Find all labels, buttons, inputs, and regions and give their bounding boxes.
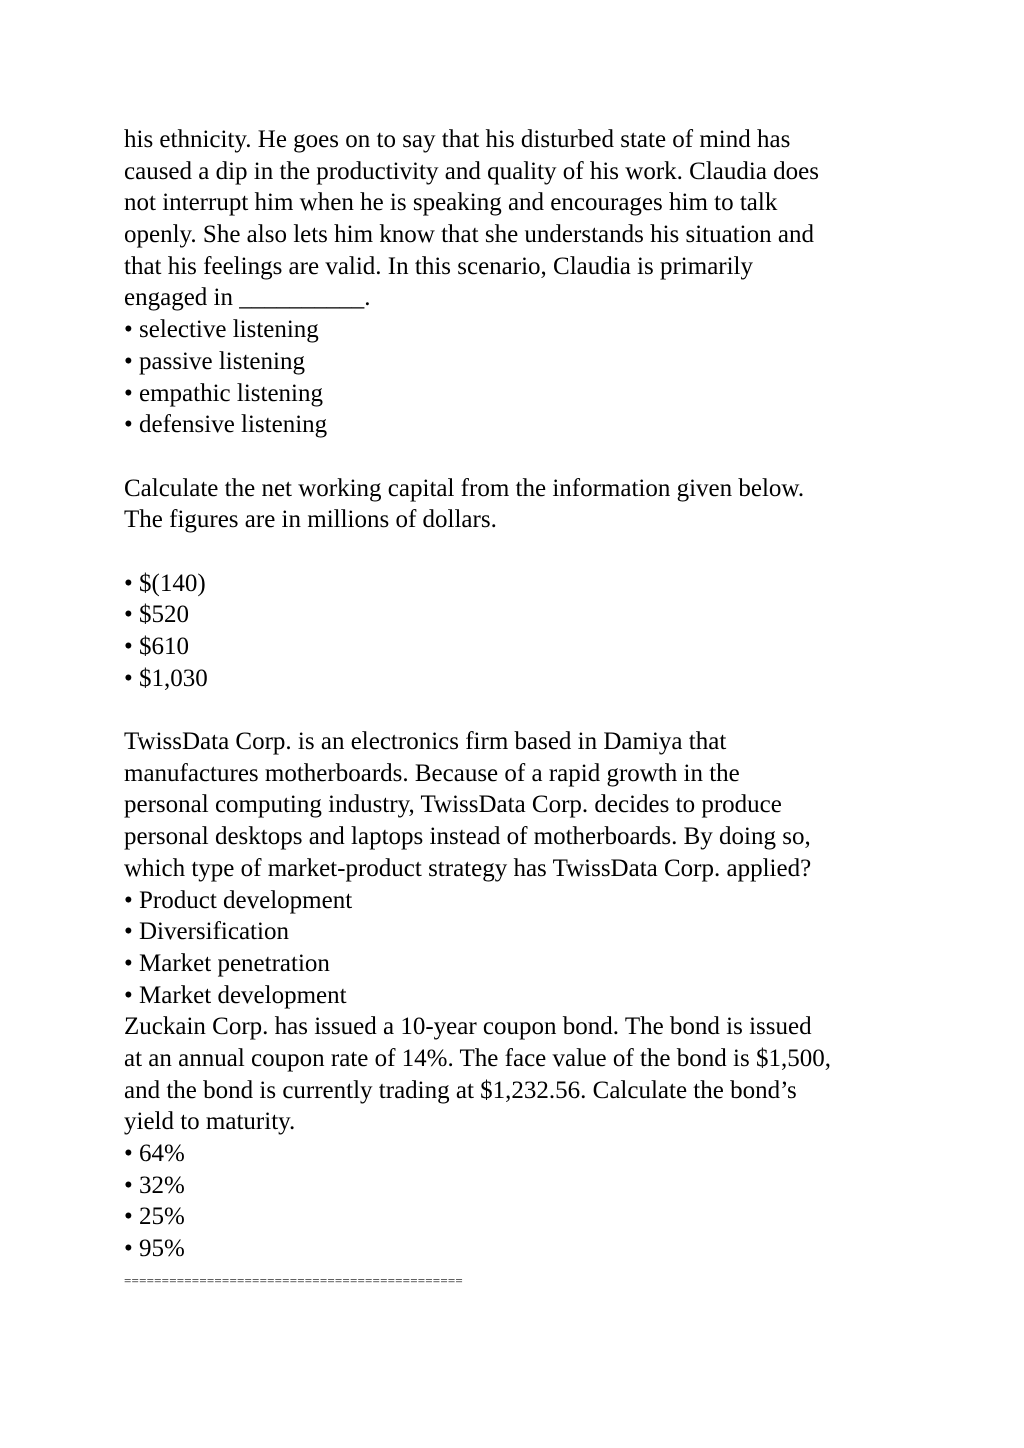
question-1-text-line: not interrupt him when he is speaking and encourages him to talk: [124, 189, 778, 217]
paragraph-gap: [124, 694, 924, 726]
question-2-text-line: The figures are in millions of dollars.: [124, 506, 497, 534]
question-4-option: • 32%: [124, 1171, 185, 1199]
question-1-text-line: caused a dip in the productivity and quality of his work. Claudia does: [124, 157, 819, 185]
question-4: [124, 1011, 924, 1265]
question-1-text-line: that his feelings are valid. In this scenario, Claudia is primarily: [124, 252, 754, 280]
question-1-option: • selective listening: [124, 316, 319, 344]
question-1-text-line: his ethnicity. He goes on to say that his disturbed state of mind has: [124, 126, 791, 153]
question-3-text-line: TwissData Corp. is an electronics firm based in Damiya that: [124, 728, 727, 756]
question-3: [124, 726, 924, 1011]
question-2-option: • $610: [124, 633, 190, 660]
question-1-option: • defensive listening: [124, 411, 328, 439]
question-2-text-line: Calculate the net working capital from the information given below.: [124, 474, 805, 502]
question-1-option: • empathic listening: [124, 379, 323, 407]
question-4-option: • 25%: [124, 1203, 185, 1231]
question-1-text-line: openly. She also lets him know that she understands his situation and: [124, 221, 814, 249]
question-4-text-line: at an annual coupon rate of 14%. The face value of the bond is $1,500,: [124, 1044, 831, 1072]
question-1-option: • passive listening: [124, 347, 305, 375]
question-4-text-line: yield to maturity.: [124, 1108, 296, 1136]
question-2: [124, 473, 924, 695]
question-4-text-line: Zuckain Corp. has issued a 10-year coupon bond. The bond is issued: [124, 1013, 812, 1041]
question-4-option: • 95%: [124, 1235, 185, 1263]
section-divider: =============================================: [124, 1272, 463, 1288]
question-1: [124, 124, 924, 441]
question-3-option: • Market penetration: [124, 949, 330, 977]
question-3-option: • Diversification: [124, 918, 289, 946]
question-3-text-line: manufactures motherboards. Because of a rapid growth in the: [124, 759, 740, 787]
question-3-option: • Product development: [124, 886, 353, 914]
question-2-option: • $1,030: [124, 664, 208, 692]
question-4-text-line: and the bond is currently trading at $1,232.56. Calculate the bond’s: [124, 1076, 797, 1104]
document-page: [124, 124, 924, 1289]
paragraph-gap: [124, 536, 924, 568]
question-1-text-line: engaged in __________.: [124, 284, 371, 312]
paragraph-gap: [124, 441, 924, 473]
question-4-option: • 64%: [124, 1140, 185, 1167]
question-3-text-line: personal computing industry, TwissData Corp. decides to produce: [124, 791, 782, 819]
question-2-option: • $520: [124, 601, 190, 629]
question-3-text-line: personal desktops and laptops instead of motherboards. By doing so,: [124, 823, 811, 851]
question-3-option: • Market development: [124, 981, 347, 1009]
question-3-text-line: which type of market-product strategy has TwissData Corp. applied?: [124, 854, 812, 882]
question-2-option: • $(140): [124, 569, 206, 597]
